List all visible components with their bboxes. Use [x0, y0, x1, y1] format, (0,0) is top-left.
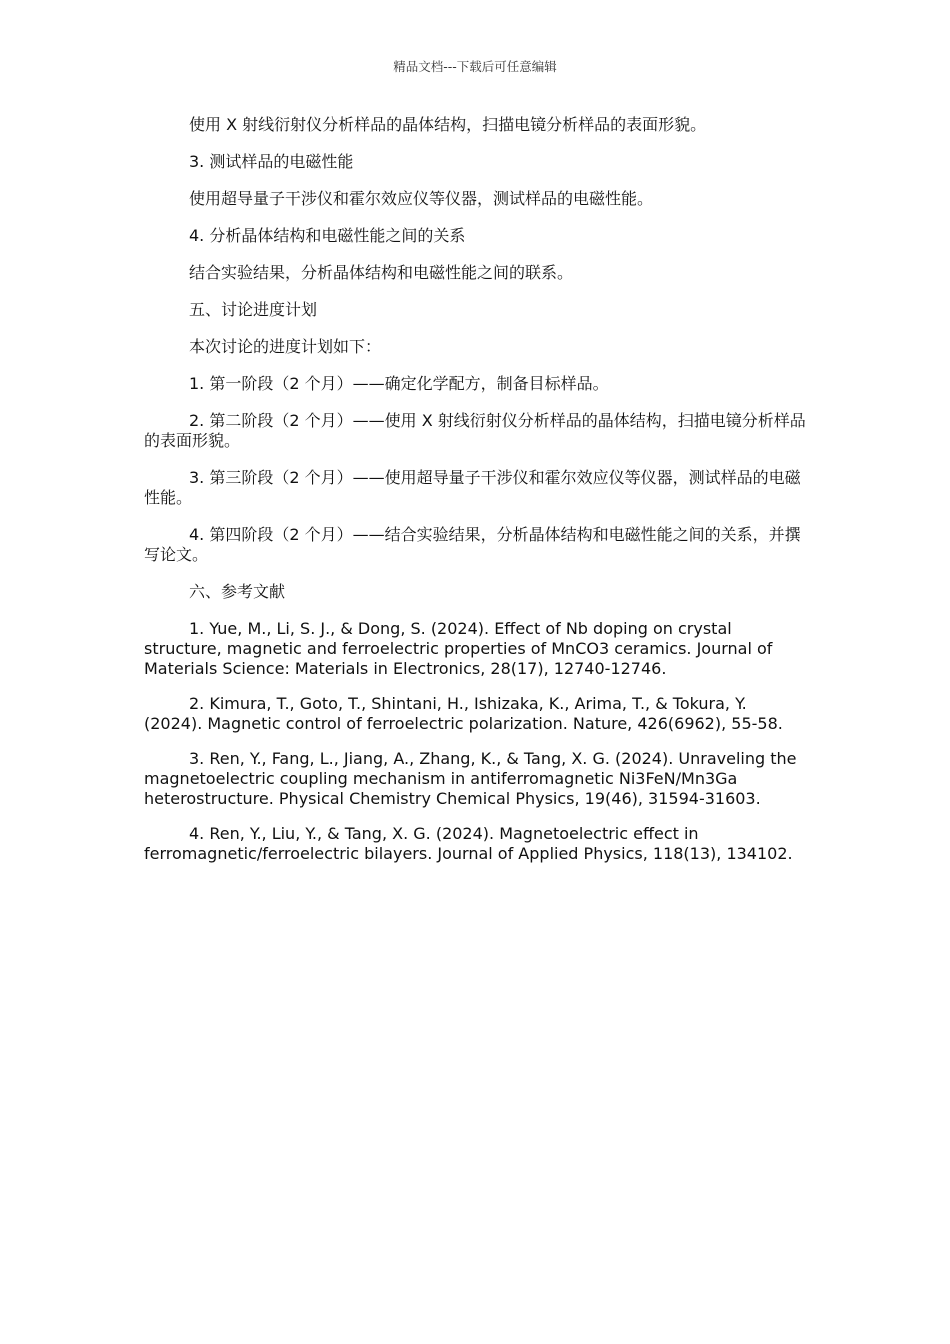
heading-structure-property-relation: 4. 分析晶体结构和电磁性能之间的关系	[189, 226, 466, 245]
section-heading-schedule: 五、讨论进度计划	[189, 300, 318, 319]
schedule-stage-1: 1. 第一阶段（2 个月）——确定化学配方，制备目标样品。	[189, 374, 609, 393]
paragraph-xrd-sem: 使用 X 射线衍射仪分析样品的晶体结构，扫描电镜分析样品的表面形貌。	[189, 115, 707, 134]
reference-item-4: 4. Ren, Y., Liu, Y., & Tang, X. G. (2024). Magnetoelectric effect in ferromagnetic/ferroelectric bilayers. Journal of Applied Physics, 118(13), 134102.	[144, 824, 793, 863]
paragraph-squid-hall: 使用超导量子干涉仪和霍尔效应仪等仪器，测试样品的电磁性能。	[189, 189, 654, 208]
schedule-stage-4: 4. 第四阶段（2 个月）——结合实验结果，分析晶体结构和电磁性能之间的关系，并撰写论文。	[144, 525, 801, 564]
reference-item-2: 2. Kimura, T., Goto, T., Shintani, H., Ishizaka, K., Arima, T., & Tokura, Y. (2024). Magnetic control of ferroelectric polarization. Nature, 426(6962), 55-58.	[144, 694, 783, 733]
paragraph-schedule-intro: 本次讨论的进度计划如下：	[189, 337, 382, 356]
section-heading-references: 六、参考文献	[189, 582, 286, 601]
reference-item-3: 3. Ren, Y., Fang, L., Jiang, A., Zhang, K., & Tang, X. G. (2024). Unraveling the magnetoelectric coupling mechanism in antiferromagnetic Ni3FeN/Mn3Ga heterostructure. Physical Chemistry Chemical Physics, 19(46), 31594-31603.	[144, 749, 797, 808]
document-body	[144, 115, 810, 879]
page-header: 精品文档---下载后可任意编辑	[393, 59, 557, 74]
paragraph-combine-results: 结合实验结果，分析晶体结构和电磁性能之间的联系。	[189, 263, 574, 282]
heading-test-em-properties: 3. 测试样品的电磁性能	[189, 152, 354, 171]
schedule-stage-3: 3. 第三阶段（2 个月）——使用超导量子干涉仪和霍尔效应仪等仪器，测试样品的电磁性能。	[144, 468, 801, 507]
reference-item-1: 1. Yue, M., Li, S. J., & Dong, S. (2024). Effect of Nb doping on crystal structure, magnetic and ferroelectric properties of MnCO3 ceramics. Journal of Materials Science: Materials in Electronics, 28(17), 12740-12746.	[144, 619, 773, 678]
schedule-stage-2: 2. 第二阶段（2 个月）——使用 X 射线衍射仪分析样品的晶体结构，扫描电镜分析样品的表面形貌。	[144, 411, 806, 450]
